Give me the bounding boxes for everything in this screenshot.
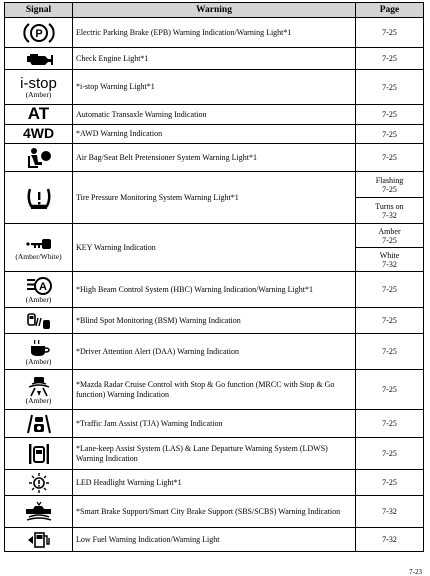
- signal-cell: [5, 224, 73, 272]
- page-number: 7-25: [382, 235, 397, 245]
- page-ref: 7-25: [356, 18, 424, 48]
- key-icon: [24, 237, 54, 251]
- page-ref-split: [356, 172, 424, 198]
- page-ref: 7-25: [356, 410, 424, 438]
- signal-color-note: (Amber/White): [15, 251, 62, 261]
- warning-text: *AWD Warning Indication: [73, 125, 356, 144]
- page-ref: 7-25: [356, 48, 424, 70]
- header-signal: Signal: [5, 3, 73, 18]
- signal-cell: [5, 334, 73, 370]
- warning-text: Electric Parking Brake (EPB) Warning Indication/Warning Light*1: [73, 18, 356, 48]
- svg-text:A: A: [38, 280, 47, 293]
- warning-text: *i-stop Warning Light*1: [73, 70, 356, 105]
- signal-color-note: (Amber): [25, 89, 52, 99]
- page-ref: 7-25: [356, 470, 424, 496]
- warning-text: *Traffic Jam Assist (TJA) Warning Indication: [73, 410, 356, 438]
- warning-text: Check Engine Light*1: [73, 48, 356, 70]
- signal-cell: [5, 18, 73, 48]
- page-ref: 7-25: [356, 308, 424, 334]
- blind-spot-icon: [26, 312, 52, 330]
- page-condition: Turns on: [375, 201, 404, 211]
- table-row: [5, 48, 424, 70]
- signal-cell: [5, 172, 73, 224]
- low-fuel-icon: [26, 531, 52, 549]
- page-condition: Flashing: [375, 175, 404, 185]
- page-ref: 7-25: [356, 272, 424, 308]
- signal-cell: [5, 496, 73, 528]
- svg-text:P: P: [34, 27, 43, 40]
- 4wd-icon: 4WD: [22, 125, 55, 141]
- signal-cell: [5, 410, 73, 438]
- signal-cell: [5, 438, 73, 470]
- warning-text: Air Bag/Seat Belt Pretensioner System Warning Light*1: [73, 144, 356, 172]
- warning-text: *Lane-keep Assist System (LAS) & Lane Departure Warning System (LDWS) Warning Indication: [73, 438, 356, 470]
- warning-text: *Smart Brake Support/Smart City Brake Support (SBS/SCBS) Warning Indication: [73, 496, 356, 528]
- high-beam-control-icon: [26, 276, 52, 296]
- led-headlight-icon: [28, 472, 50, 494]
- check-engine-icon: [24, 51, 54, 67]
- signal-cell: [5, 272, 73, 308]
- page-ref: 7-25: [356, 125, 424, 144]
- table-row: [5, 470, 424, 496]
- table-row: [5, 70, 424, 105]
- page-ref: 7-25: [356, 438, 424, 470]
- table-row: [5, 144, 424, 172]
- page-ref: 7-25: [356, 105, 424, 125]
- table-header-row: [5, 3, 424, 18]
- signal-cell: [5, 144, 73, 172]
- signal-cell: [5, 470, 73, 496]
- traffic-jam-assist-icon: [26, 413, 52, 435]
- page-number-footer: 7-23: [409, 568, 422, 576]
- page-ref: 7-32: [356, 496, 424, 528]
- table-row: [5, 410, 424, 438]
- page-ref: 7-25: [356, 144, 424, 172]
- page-condition: Amber: [378, 226, 401, 236]
- parking-brake-icon: [22, 21, 56, 45]
- header-page: Page: [356, 3, 424, 18]
- table-row: [5, 370, 424, 410]
- driver-attention-icon: [28, 338, 50, 358]
- smart-brake-icon: [24, 501, 54, 523]
- table-row: [5, 528, 424, 552]
- table-row: [5, 125, 424, 144]
- table-row: [5, 18, 424, 48]
- at-icon: AT: [27, 104, 50, 123]
- signal-cell: [5, 70, 73, 105]
- page-number: 7-32: [382, 259, 397, 269]
- lane-keep-icon: [27, 442, 51, 466]
- page-ref-split: [356, 248, 424, 272]
- table-row: [5, 496, 424, 528]
- signal-color-note: (Amber): [25, 356, 52, 366]
- signal-cell: [5, 105, 73, 125]
- signal-color-note: (Amber): [25, 294, 52, 304]
- warning-text: Automatic Transaxle Warning Indication: [73, 105, 356, 125]
- page-number: 7-25: [382, 184, 397, 194]
- table-row: [5, 272, 424, 308]
- page-condition: White: [379, 250, 400, 260]
- warning-text: *High Beam Control System (HBC) Warning Indication/Warning Light*1: [73, 272, 356, 308]
- warning-text: *Blind Spot Monitoring (BSM) Warning Indication: [73, 308, 356, 334]
- page-ref: 7-32: [356, 528, 424, 552]
- warning-text: KEY Warning Indication: [73, 224, 356, 272]
- table-row: [5, 224, 424, 248]
- signal-cell: [5, 370, 73, 410]
- warning-text: *Mazda Radar Cruise Control with Stop & Go function (MRCC with Stop & Go function) Warning Indication: [73, 370, 356, 410]
- warning-text: *Driver Attention Alert (DAA) Warning Indication: [73, 334, 356, 370]
- radar-cruise-icon: [26, 375, 52, 397]
- warning-text: LED Headlight Warning Light*1: [73, 470, 356, 496]
- signal-color-note: (Amber): [25, 395, 52, 405]
- warning-text: Low Fuel Warning Indication/Warning Light: [73, 528, 356, 552]
- table-row: [5, 308, 424, 334]
- warning-signal-table: [4, 2, 424, 552]
- table-row: [5, 105, 424, 125]
- page-ref-split: [356, 198, 424, 224]
- signal-cell: [5, 125, 73, 144]
- page-ref-split: [356, 224, 424, 248]
- i-stop-icon: i-stop: [20, 74, 57, 92]
- page-number: 7-32: [382, 210, 397, 220]
- page-ref: 7-25: [356, 370, 424, 410]
- airbag-icon: [26, 147, 52, 169]
- signal-cell: [5, 528, 73, 552]
- warning-text: Tire Pressure Monitoring System Warning Light*1: [73, 172, 356, 224]
- page-ref: 7-25: [356, 70, 424, 105]
- page-ref: 7-25: [356, 334, 424, 370]
- header-warning: Warning: [73, 3, 356, 18]
- signal-cell: [5, 308, 73, 334]
- signal-cell: [5, 48, 73, 70]
- table-row: [5, 334, 424, 370]
- table-row: [5, 438, 424, 470]
- tire-pressure-icon: [25, 186, 53, 210]
- table-row: [5, 172, 424, 198]
